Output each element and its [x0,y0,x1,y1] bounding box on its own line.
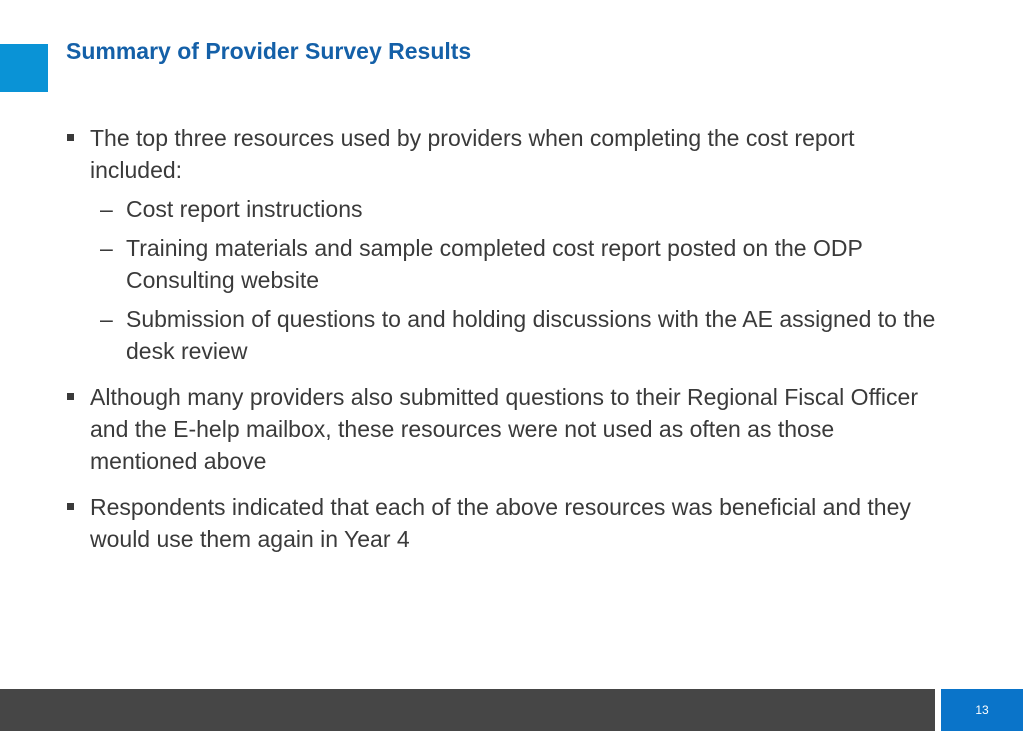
slide-title: Summary of Provider Survey Results [66,38,472,64]
bullet-item [64,491,944,555]
bullet-text: Although many providers also submitted questions to their Regional Fiscal Officer and the E-help mailbox, these resources were not used as often as those mentioned above [90,384,918,474]
dash-bullet-icon: – [100,306,113,332]
sub-bullet-item [90,303,944,367]
sub-bullet-text: Training materials and sample completed cost report posted on the ODP Consulting website [126,235,863,293]
slide-content [64,122,944,555]
footer-bar [0,689,935,731]
square-bullet-icon [67,503,74,510]
title-accent-block [0,44,48,92]
sub-bullet-text: Cost report instructions [126,196,363,222]
page-number-box [941,689,1023,731]
bullet-text: Respondents indicated that each of the above resources was beneficial and they would use them again in Year 4 [90,494,911,552]
bullet-text: The top three resources used by providers when completing the cost report included: [90,125,855,183]
square-bullet-icon [67,134,74,141]
dash-bullet-icon: – [100,196,113,222]
dash-bullet-icon: – [100,235,113,261]
sub-bullet-item [90,193,944,225]
sub-bullet-list [90,193,944,367]
bullet-item [64,381,944,477]
page-number: 13 [975,703,989,717]
bullet-item [64,122,944,367]
square-bullet-icon [67,393,74,400]
sub-bullet-text: Submission of questions to and holding discussions with the AE assigned to the desk review [126,306,936,364]
sub-bullet-item [90,232,944,296]
